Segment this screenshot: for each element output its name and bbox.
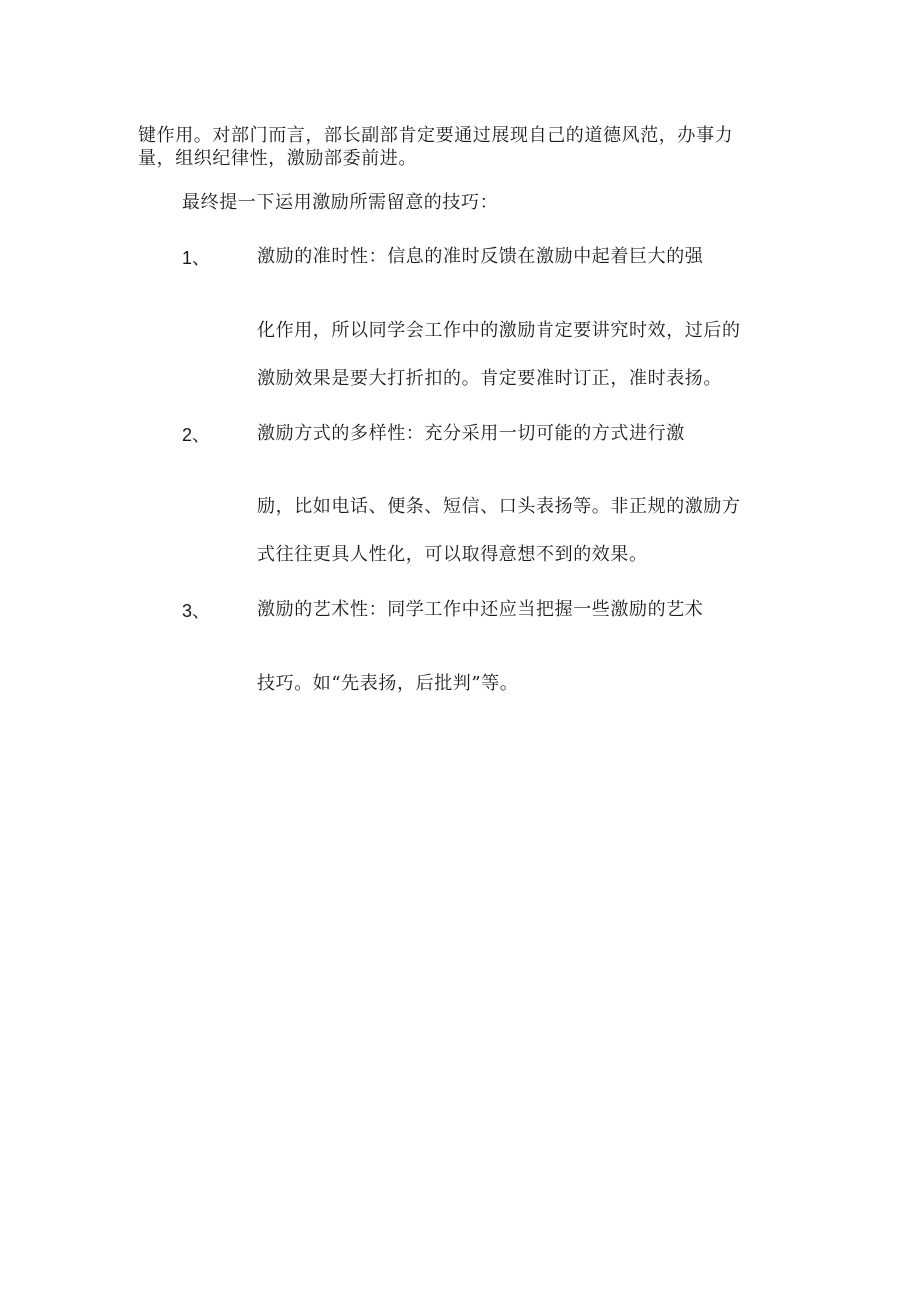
item-2-line-1: 激励方式的多样性：充分采用一切可能的方式进行激 bbox=[257, 423, 685, 444]
item-3-line-2: 技巧。如“先表扬，后批判”等。 bbox=[257, 673, 519, 694]
item-3-number: 3、 bbox=[182, 601, 211, 621]
lead-paragraph: 最终提一下运用激励所需留意的技巧： bbox=[182, 192, 499, 213]
item-1-line-2: 化作用，所以同学会工作中的激励肯定要讲究时效，过后的 bbox=[257, 320, 741, 341]
item-2-line-3: 式往往更具人性化，可以取得意想不到的效果。 bbox=[257, 544, 648, 565]
item-1-line-3: 激励效果是要大打折扣的。肯定要准时订正，准时表扬。 bbox=[257, 368, 722, 389]
intro-line-1: 键作用。对部门而言，部长副部肯定要通过展现自己的道德风范，办事力 bbox=[138, 125, 734, 146]
item-1-line-1: 激励的准时性：信息的准时反馈在激励中起着巨大的强 bbox=[257, 246, 704, 267]
item-2-line-2: 励，比如电话、便条、短信、口头表扬等。非正规的激励方 bbox=[257, 496, 741, 517]
item-1-number: 1、 bbox=[182, 248, 211, 268]
intro-line-2: 量，组织纪律性，激励部委前进。 bbox=[138, 148, 417, 169]
item-2-number: 2、 bbox=[182, 425, 211, 445]
item-3-line-1: 激励的艺术性：同学工作中还应当把握一些激励的艺术 bbox=[257, 599, 704, 620]
